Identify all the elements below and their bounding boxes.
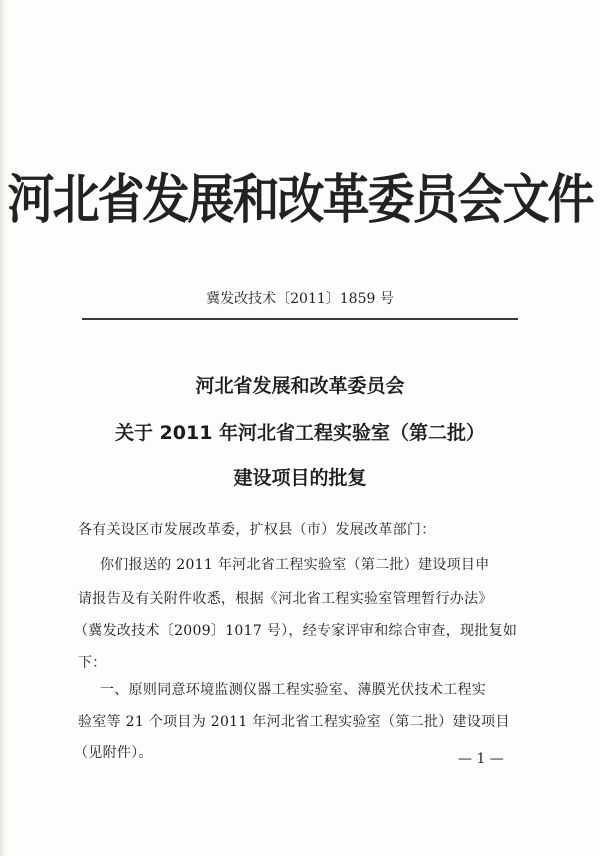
paragraph-1-line: 请报告及有关附件收悉，根据《河北省工程实验室管理暂行办法》 [78, 591, 493, 607]
document-title-line-1: 河北省发展和改革委员会 [195, 375, 405, 397]
salutation: 各有关设区市发展改革委，扩权县（市）发展改革部门： [78, 522, 436, 538]
paragraph-1-line: （冀发改技术〔2009〕1017 号），经专家评审和综合审查，现批复如 [74, 623, 518, 639]
document-number: 冀发改技术〔2011〕1859 号 [206, 291, 394, 307]
paragraph-1-line: 你们报送的 2011 年河北省工程实验室（第二批）建设项目申 [100, 557, 490, 573]
paragraph-2-line: 一、原则同意环境监测仪器工程实验室、薄膜光伏技术工程实 [100, 682, 487, 698]
document-title-line-3: 建设项目的批复 [233, 467, 367, 489]
header-divider [82, 318, 518, 320]
paragraph-2-line: （见附件）。 [74, 745, 153, 761]
page-number: — 1 — [458, 751, 504, 767]
document-title-line-2: 关于 2011 年河北省工程实验室（第二批） [114, 422, 486, 444]
paragraph-2-line: 验室等 21 个项目为 2011 年河北省工程实验室（第二批）建设项目 [78, 714, 510, 730]
document-masthead: 河北省发展和改革委员会文件 [7, 169, 593, 231]
paragraph-1-line: 下： [78, 655, 107, 671]
